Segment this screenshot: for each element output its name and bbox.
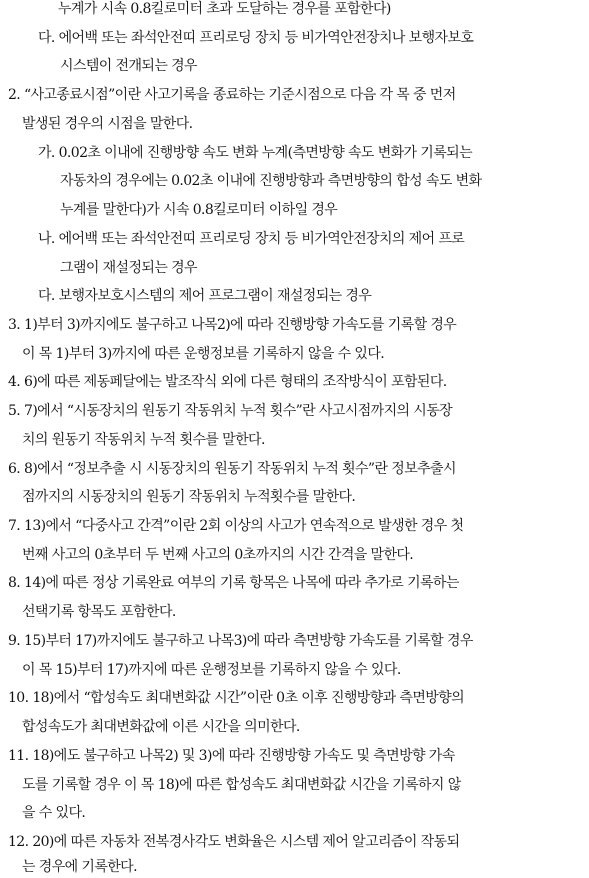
text-line: 그램이 재설정되는 경우 [60, 260, 197, 276]
text-line: 다. 보행자보호시스템의 제어 프로그램이 재설정되는 경우 [38, 288, 372, 304]
text-line: 선택기록 항목도 포함한다. [22, 604, 176, 620]
text-line: 7. 13)에서 “다중사고 간격”이란 2회 이상의 사고가 연속적으로 발생한 경우 첫 [8, 518, 464, 534]
text-line: 5. 7)에서 “시동장치의 원동기 작동위치 누적 횟수”란 사고시점까지의 시동장 [8, 403, 453, 419]
text-line: 을 수 있다. [22, 805, 86, 821]
text-line: 3. 1)부터 3)까지에도 불구하고 나목2)에 따라 진행방향 가속도를 기록할 경우 [8, 317, 457, 333]
text-line: 도를 기록할 경우 이 목 18)에 따른 합성속도 최대변화값 시간을 기록하지 않 [22, 777, 461, 793]
text-line: 누계가 시속 0.8킬로미터 초과 도달하는 경우를 포함한다) [58, 1, 391, 17]
text-line: 나. 에어백 또는 좌석안전띠 프리로딩 장치 등 비가역안전장치의 제어 프로 [38, 231, 465, 247]
text-line: 시스템이 전개되는 경우 [60, 58, 197, 74]
text-line: 자동차의 경우에는 0.02초 이내에 진행방향과 측면방향의 합성 속도 변화 [60, 173, 482, 189]
text-line: 합성속도가 최대변화값에 이른 시간을 의미한다. [22, 719, 300, 735]
text-line: 이 목 15)부터 17)까지에 따른 운행정보를 기록하지 않을 수 있다. [22, 662, 401, 678]
text-line: 가. 0.02초 이내에 진행방향 속도 변화 누계(측면방향 속도 변화가 기록되는 [38, 145, 473, 161]
text-line: 6. 8)에서 “정보추출 시 시동장치의 원동기 작동위치 누적 횟수”란 정보추출시 [8, 461, 456, 477]
text-line: 누계를 말한다)가 시속 0.8킬로미터 이하일 경우 [60, 202, 338, 218]
text-line: 발생된 경우의 시점을 말한다. [22, 116, 193, 132]
text-line: 2. “사고종료시점”이란 사고기록을 종료하는 기준시점으로 다음 각 목 중 먼저 [8, 87, 456, 103]
text-line: 9. 15)부터 17)까지에도 불구하고 나목3)에 따라 측면방향 가속도를 기록할 경우 [8, 633, 473, 649]
text-line: 10. 18)에서 “합성속도 최대변화값 시간”이란 0초 이후 진행방향과 측면방향의 [8, 690, 465, 706]
text-line: 는 경우에 기록한다. [22, 859, 137, 875]
text-line: 치의 원동기 작동위치 누적 횟수를 말한다. [22, 432, 265, 448]
text-line: 이 목 1)부터 3)까지에 따른 운행정보를 기록하지 않을 수 있다. [22, 346, 385, 362]
text-line: 4. 6)에 따른 제동페달에는 발조작식 외에 다른 형태의 조작방식이 포함된다. [8, 374, 447, 390]
text-line: 점까지의 시동장치의 원동기 작동위치 누적횟수를 말한다. [22, 489, 356, 505]
text-line: 8. 14)에 따른 정상 기록완료 여부의 기록 항목은 나목에 따라 추가로 기록하는 [8, 575, 459, 591]
text-line: 12. 20)에 따른 자동차 전복경사각도 변화율은 시스템 제어 알고리즘이 작동되 [8, 834, 460, 850]
text-line: 11. 18)에도 불구하고 나목2) 및 3)에 따라 진행방향 가속도 및 측면방향 가속 [8, 748, 455, 764]
text-line: 번째 사고의 0초부터 두 번째 사고의 0초까지의 시간 간격을 말한다. [22, 547, 414, 563]
text-line: 다. 에어백 또는 좌석안전띠 프리로딩 장치 등 비가역안전장치나 보행자보호 [38, 30, 474, 46]
